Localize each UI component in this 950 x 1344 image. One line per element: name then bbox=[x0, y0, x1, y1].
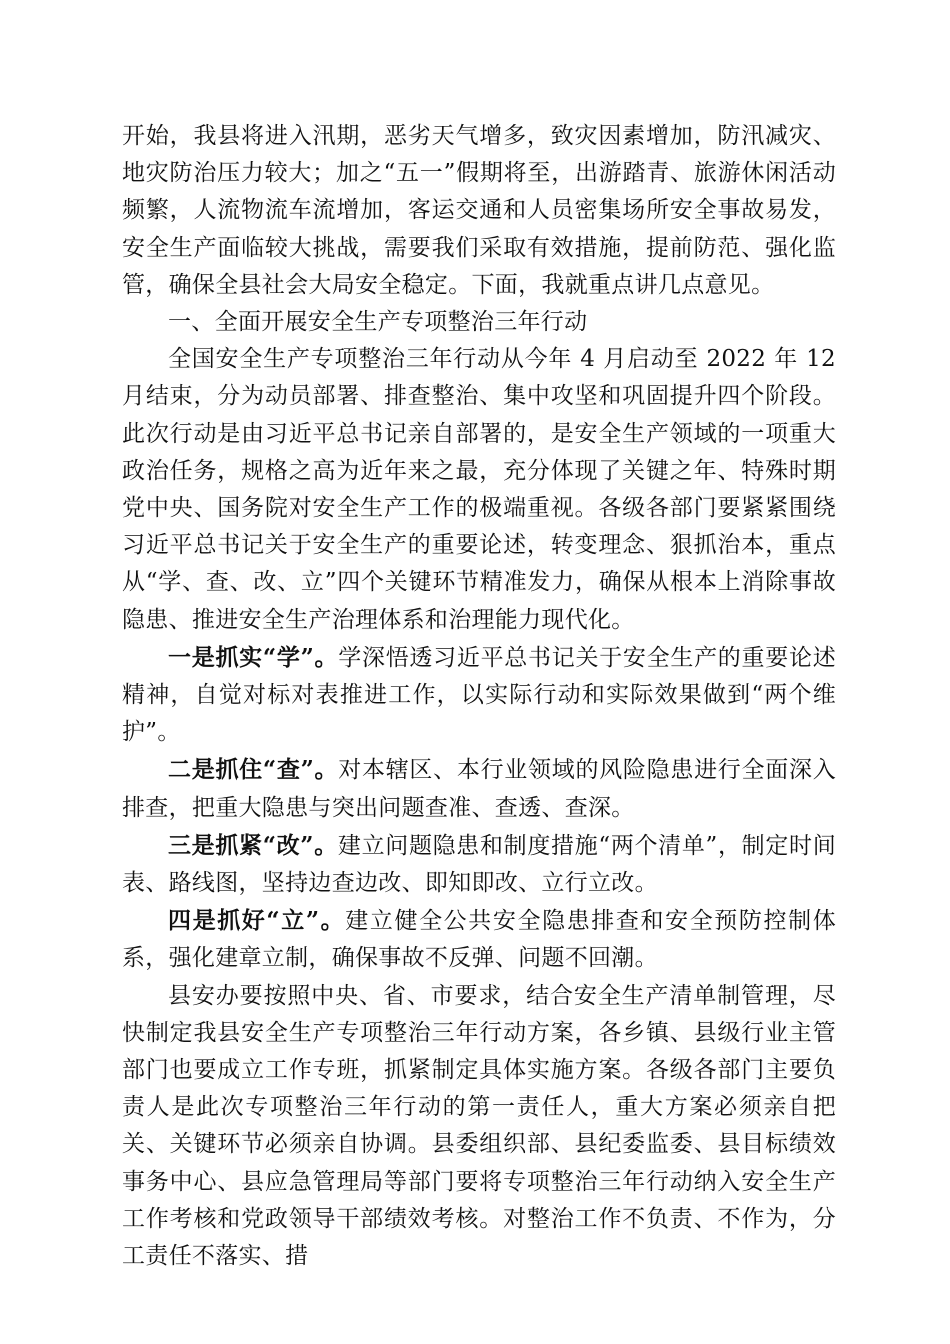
item-text: 建立健全公共安全隐患排查和安全预防控制体系，强化建章立制，确保事故不反弹、问题不回潮。 bbox=[122, 908, 837, 972]
list-item bbox=[122, 827, 836, 902]
document-body bbox=[122, 118, 836, 1275]
list-item bbox=[122, 902, 836, 977]
item-text: 对本辖区、本行业领域的风险隐患进行全面深入排查，把重大隐患与突出问题查准、查透、查深。 bbox=[122, 757, 836, 821]
item-lead: 二是抓住“查”。 bbox=[168, 756, 339, 784]
paragraph-implementation: 县安办要按照中央、省、市要求，结合安全生产清单制管理，尽快制定我县安全生产专项整治三年行动方案，各乡镇、县级行业主管部门也要成立工作专班，抓紧制定具体实施方案。各级各部门主要负责人是此次专项整治三年行动的第一责任人，重大方案必须亲自把关、关键环节必须亲自协调。县委组织部、县纪委监委、县目标绩效事务中心、县应急管理局等部门要将专项整治三年行动纳入安全生产工作考核和党政领导干部绩效考核。对整治工作不负责、不作为，分工责任不落实、措 bbox=[122, 982, 836, 1270]
item-text: 学深悟透习近平总书记关于安全生产的重要论述精神，自觉对标对表推进工作，以实际行动和实际效果做到“两个维护”。 bbox=[122, 644, 836, 746]
item-lead: 四是抓好“立”。 bbox=[168, 907, 346, 935]
item-lead: 一是抓实“学”。 bbox=[168, 643, 339, 671]
paragraph-overview: 全国安全生产专项整治三年行动从今年 4 月启动至 2022 年 12 月结束，分为动员部署、排查整治、集中攻坚和巩固提升四个阶段。此次行动是由习近平总书记亲自部署的，是安全生产领域的一项重大政治任务，规格之高为近年来之最，充分体现了关键之年、特殊时期党中央、国务院对安全生产工作的极端重视。各级各部门要紧紧围绕习近平总书记关于安全生产的重要论述，转变理念、狠抓治本，重点从“学、查、改、立”四个关键环节精准发力，确保从根本上消除事故隐患、推进安全生产治理体系和治理能力现代化。 bbox=[122, 346, 836, 633]
section-heading: 一、全面开展安全生产专项整治三年行动 bbox=[168, 309, 588, 336]
paragraph-intro: 开始，我县将进入汛期，恶劣天气增多，致灾因素增加，防汛减灾、地灾防治压力较大；加之“五一”假期将至，出游踏青、旅游休闲活动频繁，人流物流车流增加，客运交通和人员密集场所安全事故易发，安全生产面临较大挑战，需要我们采取有效措施，提前防范、强化监管，确保全县社会大局安全稳定。下面，我就重点讲几点意见。 bbox=[122, 123, 836, 298]
list-item bbox=[122, 751, 836, 826]
list-item bbox=[122, 639, 836, 752]
item-text: 建立问题隐患和制度措施“两个清单”，制定时间表、路线图，坚持边查边改、即知即改、立行立改。 bbox=[122, 832, 836, 897]
item-lead: 三是抓紧“改”。 bbox=[168, 831, 338, 859]
